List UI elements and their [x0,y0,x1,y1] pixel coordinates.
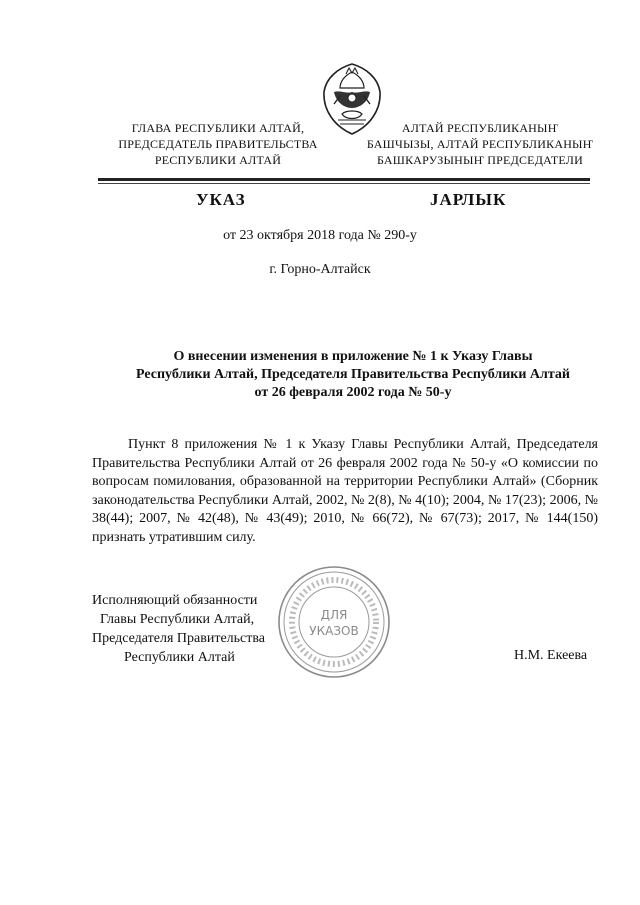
document-title-ru: УКАЗ [196,190,246,209]
document-title-altai: ЈАРЛЫК [430,190,507,209]
signature-title-line: Республики Алтай [124,650,235,665]
subject-line: О внесении изменения в приложение № 1 к Указу Главы [173,349,533,364]
signature-title-line: Председателя Правительства [92,631,266,646]
header-left-line: РЕСПУБЛИКИ АЛТАЙ [154,153,282,167]
header-left-line: ГЛАВА РЕСПУБЛИКИ АЛТАЙ, [131,121,305,135]
header-divider-thin [98,183,590,184]
signer-name: Н.М. Екеева [514,648,588,663]
signature-block [92,591,265,667]
document-city: г. Горно-Алтайск [269,262,371,277]
header-right-line: АЛТАЙ РЕСПУБЛИКАНЫҤ [401,121,559,135]
document-date-number: от 23 октября 2018 года № 290-у [223,228,417,243]
header-right-line: БАШКАРУЗЫНЫҤ ПРЕДСЕДАТЕЛИ [377,153,583,167]
header-left-ru [118,120,318,168]
subject-line: от 26 февраля 2002 года № 50-у [254,385,452,400]
subject-line: Республики Алтай, Председателя Правительства Республики Алтай [135,367,570,382]
header-right-line: БАШЧЫЗЫ, АЛТАЙ РЕСПУБЛИКАНЫҤ [366,137,594,151]
stamp-text-line1: ДЛЯ [320,608,348,622]
header-divider-thick [98,178,590,181]
stamp-text-line2: УКАЗОВ [309,624,359,638]
document-subject [108,348,598,402]
header-left-line: ПРЕДСЕДАТЕЛЬ ПРАВИТЕЛЬСТВА [118,137,318,151]
signature-title-line: Исполняющий обязанности [92,593,258,608]
official-stamp [276,564,392,680]
document-body-paragraph: Пункт 8 приложения № 1 к Указу Главы Республики Алтай, Председателя Правительства Республики Алтай от 26 февраля 2002 года № 50-у «О комиссии по вопросам помилования, образованной на территории Республики Алтай» (Сборник законодательства Республики Алтай, 2002, № 2(8), № 4(10); 2004, № 17(23); 2006, № 38(44); 2007, № 42(48), № 43(49); 2010, № 66(72), № 67(73); 2017, № 144(150) признать утратившим силу. [92,437,598,545]
signature-title-line: Главы Республики Алтай, [100,612,255,627]
header-right-altai [360,120,600,168]
